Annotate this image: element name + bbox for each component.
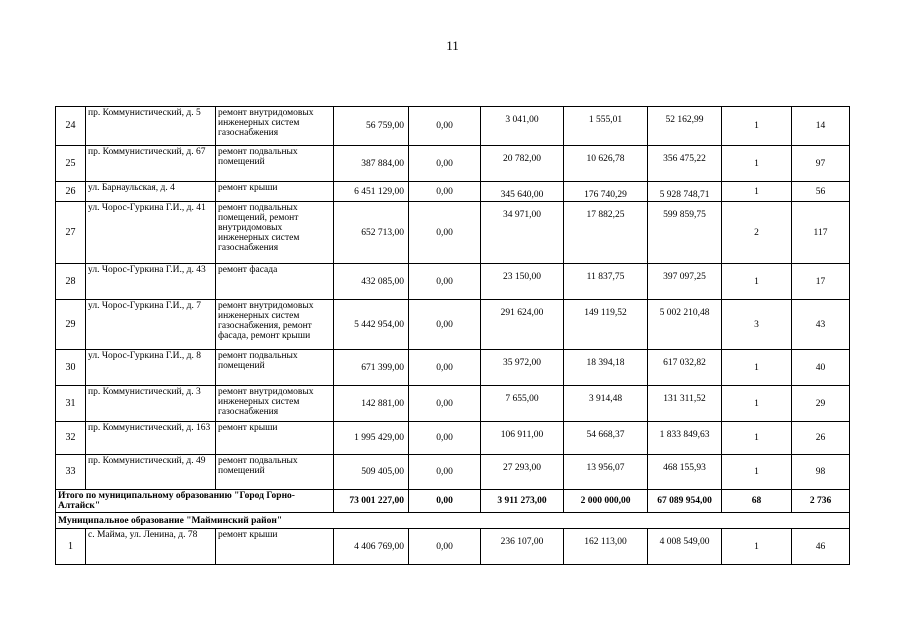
cost-cell: 0,00 xyxy=(409,182,481,202)
total-label: Итого по муниципальному образованию "Город Горно-Алтайск" xyxy=(56,490,334,513)
count-cell: 3 xyxy=(722,300,792,350)
row-number: 30 xyxy=(56,350,86,386)
row-number: 32 xyxy=(56,422,86,455)
count-cell: 98 xyxy=(792,455,850,490)
address-cell: пр. Коммунистический, д. 67 xyxy=(86,146,216,182)
cost-cell: 1 833 849,63 xyxy=(648,422,722,455)
cost-cell: 0,00 xyxy=(409,202,481,264)
cost-cell: 131 311,52 xyxy=(648,386,722,422)
cost-cell: 35 972,00 xyxy=(481,350,564,386)
cost-cell: 149 119,52 xyxy=(564,300,648,350)
address-cell: пр. Коммунистический, д. 5 xyxy=(86,107,216,146)
cost-cell: 345 640,00 xyxy=(481,182,564,202)
work-type-cell: ремонт подвальных помещений xyxy=(216,146,334,182)
work-type-cell: ремонт крыши xyxy=(216,182,334,202)
cost-cell: 0,00 xyxy=(409,107,481,146)
cost-cell: 27 293,00 xyxy=(481,455,564,490)
total-cost-cell: 1 995 429,00 xyxy=(334,422,409,455)
cost-cell: 4 008 549,00 xyxy=(648,529,722,565)
table-row xyxy=(56,107,850,146)
total-cell: 0,00 xyxy=(409,490,481,513)
row-number: 31 xyxy=(56,386,86,422)
count-cell: 1 xyxy=(722,264,792,300)
address-cell: ул. Чорос-Гуркина Г.И., д. 7 xyxy=(86,300,216,350)
cost-cell: 0,00 xyxy=(409,455,481,490)
work-type-cell: ремонт внутридомовых инженерных систем газоснабжения xyxy=(216,386,334,422)
cost-cell: 13 956,07 xyxy=(564,455,648,490)
cost-cell: 291 624,00 xyxy=(481,300,564,350)
cost-cell: 54 668,37 xyxy=(564,422,648,455)
address-cell: ул. Чорос-Гуркина Г.И., д. 41 xyxy=(86,202,216,264)
work-type-cell: ремонт внутридомовых инженерных систем газоснабжения, ремонт фасада, ремонт крыши xyxy=(216,300,334,350)
row-number: 25 xyxy=(56,146,86,182)
cost-cell: 0,00 xyxy=(409,300,481,350)
address-cell: ул. Чорос-Гуркина Г.И., д. 8 xyxy=(86,350,216,386)
work-type-cell: ремонт подвальных помещений xyxy=(216,455,334,490)
work-type-cell: ремонт крыши xyxy=(216,422,334,455)
total-cost-cell: 509 405,00 xyxy=(334,455,409,490)
count-cell: 97 xyxy=(792,146,850,182)
cost-cell: 617 032,82 xyxy=(648,350,722,386)
cost-cell: 0,00 xyxy=(409,529,481,565)
row-number: 26 xyxy=(56,182,86,202)
work-type-cell: ремонт фасада xyxy=(216,264,334,300)
total-cost-cell: 652 713,00 xyxy=(334,202,409,264)
cost-cell: 236 107,00 xyxy=(481,529,564,565)
total-cost-cell: 73 001 227,00 xyxy=(334,490,409,513)
cost-cell: 0,00 xyxy=(409,422,481,455)
cost-cell: 1 555,01 xyxy=(564,107,648,146)
cost-cell: 34 971,00 xyxy=(481,202,564,264)
count-cell: 1 xyxy=(722,182,792,202)
address-cell: ул. Чорос-Гуркина Г.И., д. 43 xyxy=(86,264,216,300)
table-row xyxy=(56,529,850,565)
section-title: Муниципальное образование "Майминский район" xyxy=(56,513,850,529)
table-row xyxy=(56,455,850,490)
total-cell: 2 000 000,00 xyxy=(564,490,648,513)
total-cost-cell: 671 399,00 xyxy=(334,350,409,386)
total-cost-cell: 56 759,00 xyxy=(334,107,409,146)
cost-cell: 0,00 xyxy=(409,146,481,182)
cost-cell: 3 041,00 xyxy=(481,107,564,146)
total-cost-cell: 387 884,00 xyxy=(334,146,409,182)
total-cost-cell: 5 442 954,00 xyxy=(334,300,409,350)
table-row xyxy=(56,422,850,455)
cost-cell: 599 859,75 xyxy=(648,202,722,264)
total-cost-cell: 432 085,00 xyxy=(334,264,409,300)
table-body xyxy=(56,107,850,565)
cost-cell: 17 882,25 xyxy=(564,202,648,264)
count-cell: 1 xyxy=(722,386,792,422)
row-number: 24 xyxy=(56,107,86,146)
cost-cell: 3 914,48 xyxy=(564,386,648,422)
work-type-cell: ремонт внутридомовых инженерных систем газоснабжения xyxy=(216,107,334,146)
count-cell: 117 xyxy=(792,202,850,264)
total-cost-cell: 142 881,00 xyxy=(334,386,409,422)
table-row xyxy=(56,300,850,350)
cost-cell: 106 911,00 xyxy=(481,422,564,455)
cost-cell: 176 740,29 xyxy=(564,182,648,202)
table-row xyxy=(56,182,850,202)
cost-cell: 10 626,78 xyxy=(564,146,648,182)
cost-cell: 7 655,00 xyxy=(481,386,564,422)
count-cell: 26 xyxy=(792,422,850,455)
table-row xyxy=(56,264,850,300)
address-cell: пр. Коммунистический, д. 163 xyxy=(86,422,216,455)
cost-cell: 5 002 210,48 xyxy=(648,300,722,350)
section-header-row xyxy=(56,513,850,529)
row-number: 1 xyxy=(56,529,86,565)
count-cell: 1 xyxy=(722,422,792,455)
cost-cell: 23 150,00 xyxy=(481,264,564,300)
address-cell: ул. Барнаульская, д. 4 xyxy=(86,182,216,202)
table-row xyxy=(56,202,850,264)
count-cell: 40 xyxy=(792,350,850,386)
cost-cell: 162 113,00 xyxy=(564,529,648,565)
total-cost-cell: 6 451 129,00 xyxy=(334,182,409,202)
address-cell: пр. Коммунистический, д. 3 xyxy=(86,386,216,422)
total-count-cell: 2 736 xyxy=(792,490,850,513)
count-cell: 1 xyxy=(722,107,792,146)
cost-cell: 356 475,22 xyxy=(648,146,722,182)
count-cell: 1 xyxy=(722,350,792,386)
table-row xyxy=(56,146,850,182)
table-row xyxy=(56,350,850,386)
count-cell: 43 xyxy=(792,300,850,350)
cost-cell: 52 162,99 xyxy=(648,107,722,146)
row-number: 29 xyxy=(56,300,86,350)
cost-cell: 468 155,93 xyxy=(648,455,722,490)
count-cell: 46 xyxy=(792,529,850,565)
address-cell: с. Майма, ул. Ленина, д. 78 xyxy=(86,529,216,565)
count-cell: 2 xyxy=(722,202,792,264)
count-cell: 29 xyxy=(792,386,850,422)
cost-cell: 0,00 xyxy=(409,264,481,300)
row-number: 28 xyxy=(56,264,86,300)
count-cell: 17 xyxy=(792,264,850,300)
work-type-cell: ремонт подвальных помещений, ремонт внутридомовых инженерных систем газоснабжения xyxy=(216,202,334,264)
cost-cell: 397 097,25 xyxy=(648,264,722,300)
cost-cell: 0,00 xyxy=(409,386,481,422)
count-cell: 1 xyxy=(722,146,792,182)
count-cell: 14 xyxy=(792,107,850,146)
total-cell: 67 089 954,00 xyxy=(648,490,722,513)
count-cell: 1 xyxy=(722,455,792,490)
cost-cell: 20 782,00 xyxy=(481,146,564,182)
row-number: 33 xyxy=(56,455,86,490)
total-cell: 3 911 273,00 xyxy=(481,490,564,513)
total-cost-cell: 4 406 769,00 xyxy=(334,529,409,565)
address-cell: пр. Коммунистический, д. 49 xyxy=(86,455,216,490)
table-row xyxy=(56,386,850,422)
row-number: 27 xyxy=(56,202,86,264)
count-cell: 1 xyxy=(722,529,792,565)
count-cell: 56 xyxy=(792,182,850,202)
page-number: 11 xyxy=(446,38,459,53)
cost-cell: 18 394,18 xyxy=(564,350,648,386)
cost-cell: 11 837,75 xyxy=(564,264,648,300)
work-type-cell: ремонт подвальных помещений xyxy=(216,350,334,386)
repair-table xyxy=(55,106,850,565)
total-row xyxy=(56,490,850,513)
cost-cell: 0,00 xyxy=(409,350,481,386)
total-count-cell: 68 xyxy=(722,490,792,513)
cost-cell: 5 928 748,71 xyxy=(648,182,722,202)
work-type-cell: ремонт крыши xyxy=(216,529,334,565)
